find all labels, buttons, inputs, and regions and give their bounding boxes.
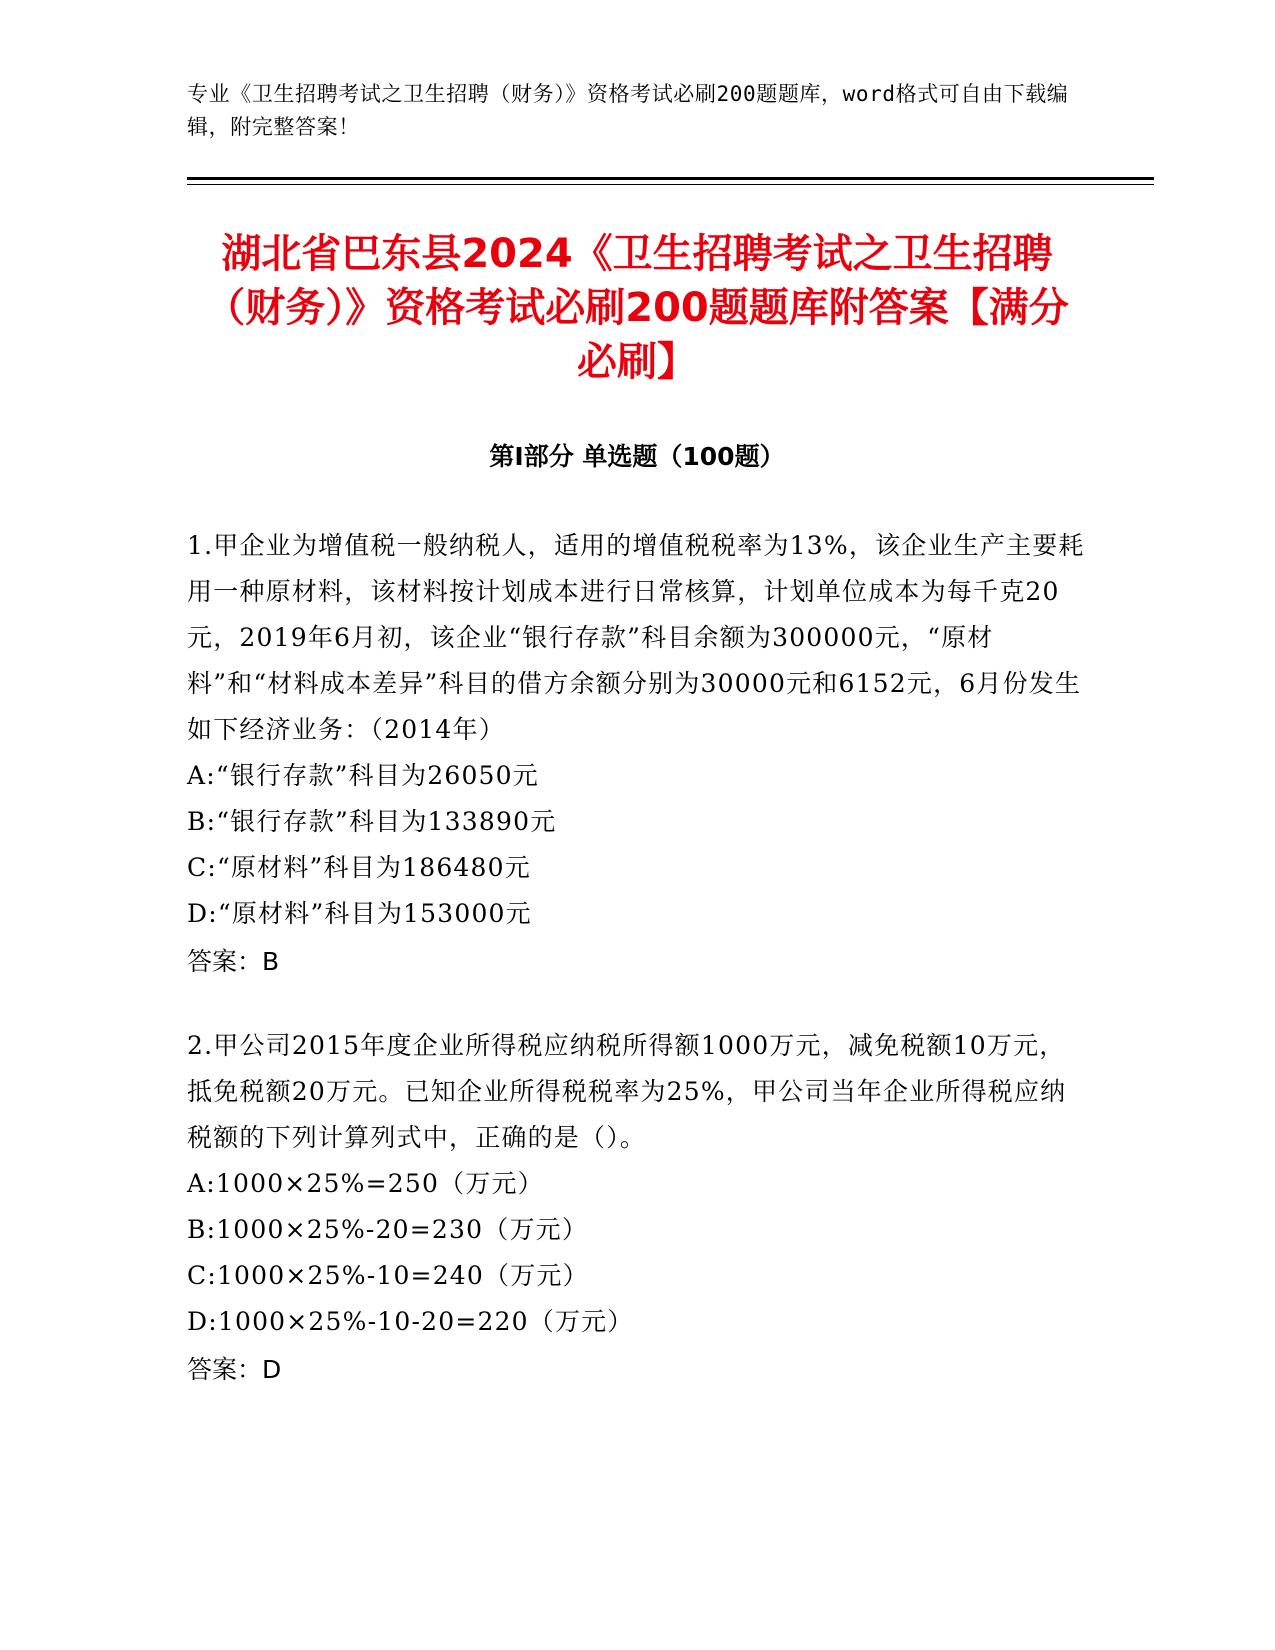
option-b: B:“银行存款”科目为133890元	[187, 807, 557, 836]
option-a: A:“银行存款”科目为26050元	[187, 761, 539, 790]
question-stem: 2.甲公司2015年度企业所得税应纳税所得额1000万元，减免税额10万元，抵免税额20万元。已知企业所得税税率为25%，甲公司当年企业所得税应纳税额的下列计算列式中，正确的是（）。	[187, 1031, 1067, 1152]
document-title: 湖北省巴东县2024《卫生招聘考试之卫生招聘（财务）》资格考试必刷200题题库附答案【满分必刷】	[205, 231, 1069, 385]
section-heading: 第I部分 单选题（100题）	[489, 442, 785, 471]
option-d: D:1000×25%-10-20=220（万元）	[187, 1307, 634, 1336]
question-1	[187, 523, 1087, 985]
answer-label: 答案：D	[187, 1355, 282, 1384]
header-divider-thin	[187, 184, 1154, 185]
question-2	[187, 1023, 1087, 1393]
question-stem: 1.甲企业为增值税一般纳税人，适用的增值税税率为13%，该企业生产主要耗用一种原材料，该材料按计划成本进行日常核算，计划单位成本为每千克20元，2019年6月初，该企业“银行存款”科目余额为300000元，“原材料”和“材料成本差异”科目的借方余额分别为30000元和6152元，6月份发生如下经济业务：（2014年）	[187, 531, 1085, 744]
option-c: C:“原材料”科目为186480元	[187, 853, 531, 882]
option-a: A:1000×25%=250（万元）	[187, 1169, 544, 1198]
option-c: C:1000×25%-10=240（万元）	[187, 1261, 589, 1290]
option-d: D:“原材料”科目为153000元	[187, 899, 532, 928]
answer-label: 答案：B	[187, 947, 280, 976]
option-b: B:1000×25%-20=230（万元）	[187, 1215, 589, 1244]
header-divider-thick	[187, 177, 1154, 180]
header-note: 专业《卫生招聘考试之卫生招聘（财务）》资格考试必刷200题题库，word格式可自由下载编辑，附完整答案！	[187, 82, 1069, 139]
